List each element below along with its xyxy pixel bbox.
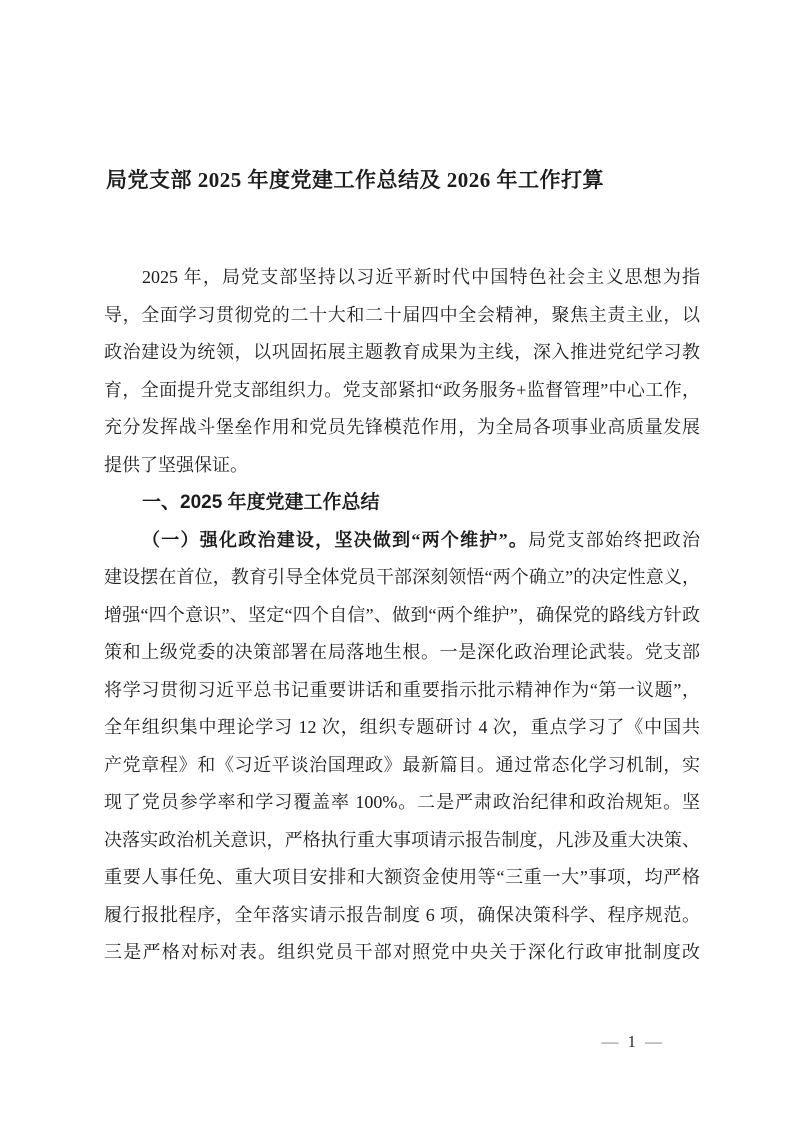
body-line: 导，全面学习贯彻党的二十大和二十届四中全会精神，聚焦主责主业，以 (104, 304, 700, 325)
body-line: 政治建设为统领，以巩固拓展主题教育成果为主线，深入推进党纪学习教 (104, 342, 700, 362)
subsection-lead-rest: 局党支部始终把政治 (528, 529, 700, 550)
body-line: 充分发挥战斗堡垒作用和党员先锋模范作用，为全局各项事业高质量发展 (104, 417, 700, 437)
body-line: 重要人事任免、重大项目安排和大额资金使用等“三重一大”事项，均严格 (104, 867, 700, 887)
body-line: 增强“四个意识”、坚定“四个自信”、做到“两个维护”，确保党的路线方针政 (104, 604, 700, 625)
body-line: 策和上级党委的决策部署在局落地生根。一是深化政治理论武装。党支部 (104, 642, 700, 662)
body-line: 全年组织集中理论学习 12 次，组织专题研讨 4 次，重点学习了《中国共 (104, 717, 700, 737)
body-line: 将学习贯彻习近平总书记重要讲话和重要指示批示精神作为“第一议题”， (104, 679, 700, 700)
section-heading: 一、2025 年度党建工作总结 (142, 492, 380, 513)
page-number: 1 (627, 1032, 636, 1051)
subsection-paragraph (104, 522, 700, 972)
body-line: 产党章程》和《习近平谈治国理政》最新篇目。通过常态化学习机制，实 (104, 754, 700, 775)
body-line: 三是严格对标对表。组织党员干部对照党中央关于深化行政审批制度改 (104, 942, 700, 962)
body-line: 育，全面提升党支部组织力。党支部紧扣“政务服务+监督管理”中心工作， (104, 379, 700, 400)
intro-paragraph (104, 259, 700, 484)
document-title: 局党支部 2025 年度党建工作总结及 2026 年工作打算 (106, 168, 604, 192)
body-line (104, 522, 700, 560)
subsection-lead: （一）强化政治建设，坚决做到“两个维护”。 (142, 529, 529, 550)
body-line: 2025 年，局党支部坚持以习近平新时代中国特色社会主义思想为指 (142, 267, 700, 287)
body-line: 履行报批程序，全年落实请示报告制度 6 项，确保决策科学、程序规范。 (104, 904, 700, 925)
body-line: 提供了坚强保证。 (104, 454, 248, 475)
body-line: 决落实政治机关意识，严格执行重大事项请示报告制度，凡涉及重大决策、 (104, 829, 700, 850)
body-line: 建设摆在首位，教育引导全体党员干部深刻领悟“两个确立”的决定性意义， (104, 567, 700, 587)
footer-dash-left: — (601, 1032, 619, 1051)
footer-dash-right: — (645, 1032, 662, 1051)
document-body (104, 259, 700, 972)
page-footer (593, 1032, 672, 1052)
body-line: 现了党员参学率和学习覆盖率 100%。二是严肃政治纪律和政治规矩。坚 (104, 792, 700, 812)
